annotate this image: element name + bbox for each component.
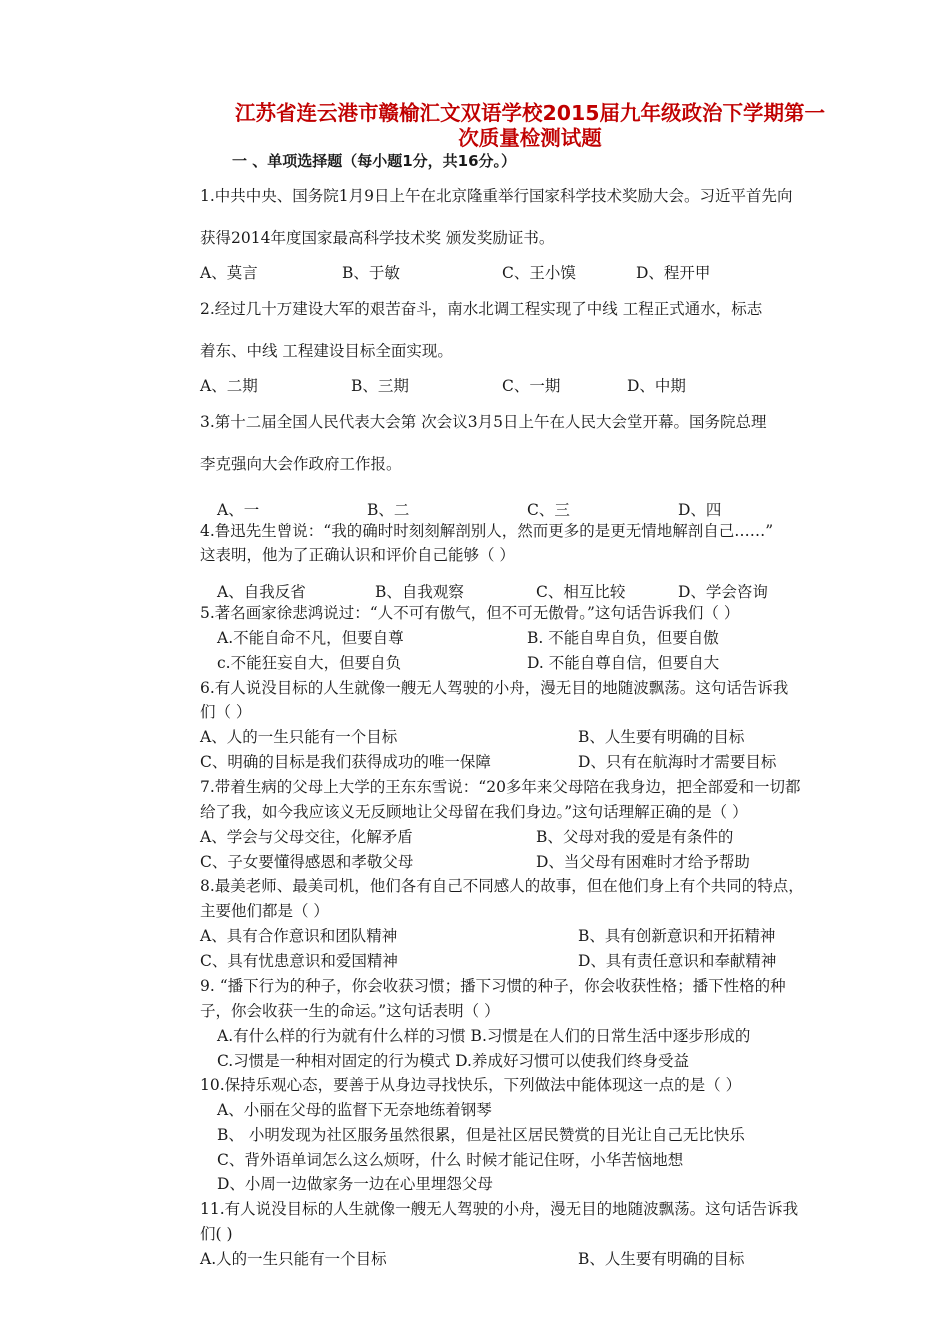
question-7-option-d: D、当父母有困难时才给予帮助 xyxy=(536,853,750,871)
question-1-option-d: D、程开甲 xyxy=(636,264,711,282)
question-10-line-1: 10.保持乐观心态，要善于从身边寻找快乐，下列做法中能体现这一点的是（ ） xyxy=(200,1076,742,1094)
question-10-option-c: C、背外语单词怎么这么烦呀，什么 时候才能记住呀，小华苦恼地想 xyxy=(217,1151,684,1169)
question-9-options-row-1: A.有什么样的行为就有什么样的习惯 B.习惯是在人们的日常生活中逐步形成的 xyxy=(217,1027,751,1045)
question-3-option-a: A、一 xyxy=(217,501,260,519)
question-10-option-d: D、小周一边做家务一边在心里埋怨父母 xyxy=(217,1175,493,1193)
question-4-option-d: D、学会咨询 xyxy=(678,583,768,601)
question-5-option-c: c.不能狂妄自大，但要自负 xyxy=(217,654,402,672)
question-4-option-c: C、相互比较 xyxy=(536,583,626,601)
question-4-line-1: 4.鲁迅先生曾说：“我的确时时刻刻解剖别人，然而更多的是更无情地解剖自己……” xyxy=(200,522,774,540)
question-4-option-b: B、自我观察 xyxy=(375,583,464,601)
question-3-line-1: 3.第十二届全国人民代表大会第 次会议3月5日上午在人民大会堂开幕。国务院总理 xyxy=(200,413,767,431)
question-8-option-c: C、具有忧患意识和爱国精神 xyxy=(200,952,398,970)
question-8-line-2: 主要他们都是（ ） xyxy=(200,902,329,920)
question-10-option-a: A、小丽在父母的监督下无奈地练着钢琴 xyxy=(217,1101,492,1119)
question-3-line-2: 李克强向大会作政府工作报。 xyxy=(200,455,402,473)
question-8-line-1: 8.最美老师、最美司机，他们各有自己不同感人的故事，但在他们身上有个共同的特点， xyxy=(200,877,804,895)
question-7-option-a: A、学会与父母交往，化解矛盾 xyxy=(200,828,413,846)
question-6-option-b: B、人生要有明确的目标 xyxy=(578,728,745,746)
question-7-line-1: 7.带着生病的父母上大学的王东东雪说：“20多年来父母陪在我身边，把全部爱和一切都 xyxy=(200,778,801,796)
question-3-option-c: C、三 xyxy=(527,501,570,519)
question-1-line-1: 1.中共中央、国务院1月9日上午在北京隆重举行国家科学技术奖励大会。习近平首先向 xyxy=(200,187,793,205)
question-3-option-d: D、四 xyxy=(678,501,722,519)
question-5-option-b: B. 不能自卑自负，但要自傲 xyxy=(527,629,719,647)
question-5-option-a: A.不能自命不凡，但要自尊 xyxy=(217,629,404,647)
question-8-option-a: A、具有合作意识和团队精神 xyxy=(200,927,398,945)
question-7-option-c: C、子女要懂得感恩和孝敬父母 xyxy=(200,853,414,871)
question-7-line-2: 给了我，如今我应该义无反顾地让父母留在我们身边。”这句话理解正确的是（ ） xyxy=(200,803,748,821)
question-9-options-row-2: C.习惯是一种相对固定的行为模式 D.养成好习惯可以使我们终身受益 xyxy=(217,1052,689,1070)
question-2-line-2: 着东、中线 工程建设目标全面实现。 xyxy=(200,342,453,360)
question-2-option-a: A、二期 xyxy=(200,377,258,395)
question-1-option-c: C、王小馍 xyxy=(502,264,576,282)
question-4-line-2: 这表明，他为了正确认识和评价自己能够（ ） xyxy=(200,546,515,564)
question-5-option-d: D. 不能自尊自信，但要自大 xyxy=(527,654,720,672)
question-11-option-a: A.人的一生只能有一个目标 xyxy=(200,1250,387,1268)
question-1-option-b: B、于敏 xyxy=(342,264,400,282)
section-heading: 一 、单项选择题（每小题1分，共16分。） xyxy=(232,152,517,170)
question-9-line-1: 9. “播下行为的种子，你会收获习惯；播下习惯的种子，你会收获性格；播下性格的种 xyxy=(200,977,786,995)
question-5-line-1: 5.著名画家徐悲鸿说过：“人不可有傲气，但不可无傲骨。”这句话告诉我们（ ） xyxy=(200,604,740,622)
question-11-option-b: B、人生要有明确的目标 xyxy=(578,1250,745,1268)
question-6-option-c: C、明确的目标是我们获得成功的唯一保障 xyxy=(200,753,491,771)
question-8-option-b: B、具有创新意识和开拓精神 xyxy=(578,927,776,945)
question-2-option-c: C、一期 xyxy=(502,377,561,395)
question-9-line-2: 子，你会收获一生的命运。”这句话表明（ ） xyxy=(200,1002,500,1020)
question-1-line-2: 获得2014年度国家最高科学技术奖 颁发奖励证书。 xyxy=(200,229,555,247)
question-2-option-d: D、中期 xyxy=(627,377,686,395)
exam-title-line1: 江苏省连云港市赣榆汇文双语学校2015届九年级政治下学期第一 xyxy=(234,101,826,125)
question-3-option-b: B、二 xyxy=(367,501,410,519)
question-4-option-a: A、自我反省 xyxy=(217,583,306,601)
question-6-option-d: D、只有在航海时才需要目标 xyxy=(578,753,777,771)
question-6-line-1: 6.有人说没目标的人生就像一艘无人驾驶的小舟，漫无目的地随波飘荡。这句话告诉我 xyxy=(200,679,789,697)
question-1-option-a: A、莫言 xyxy=(200,264,258,282)
question-8-option-d: D、具有责任意识和奉献精神 xyxy=(578,952,777,970)
question-6-option-a: A、人的一生只能有一个目标 xyxy=(200,728,398,746)
question-10-option-b: B、 小明发现为社区服务虽然很累，但是社区居民赞赏的目光让自己无比快乐 xyxy=(217,1126,745,1144)
question-11-line-2: 们( ) xyxy=(200,1225,233,1243)
question-2-line-1: 2.经过几十万建设大军的艰苦奋斗，南水北调工程实现了中线 工程正式通水，标志 xyxy=(200,300,763,318)
question-2-option-b: B、三期 xyxy=(351,377,409,395)
question-11-line-1: 11.有人说没目标的人生就像一艘无人驾驶的小舟，漫无目的地随波飘荡。这句话告诉我 xyxy=(200,1200,799,1218)
exam-title-line2: 次质量检测试题 xyxy=(458,126,602,150)
question-6-line-2: 们（ ） xyxy=(200,703,252,721)
question-7-option-b: B、父母对我的爱是有条件的 xyxy=(536,828,734,846)
